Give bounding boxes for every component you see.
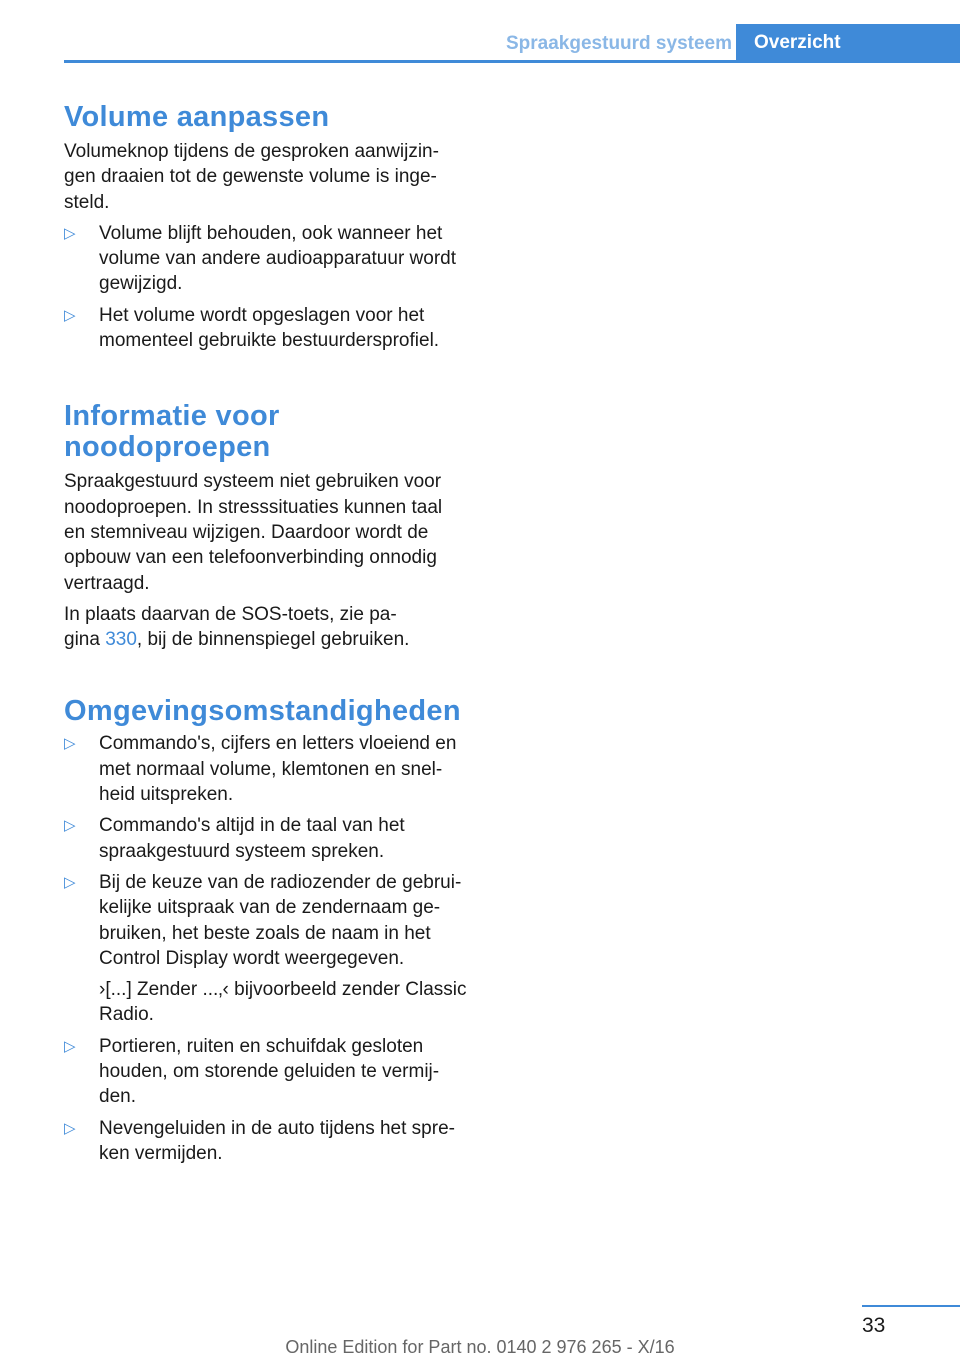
header-tab-overview: Overzicht xyxy=(736,24,960,63)
heading-volume: Volume aanpassen xyxy=(64,101,330,133)
paragraph-line xyxy=(64,627,479,652)
list-item-line: heid uitspreken. xyxy=(99,784,234,806)
text-span: , bij de binnenspiegel gebruiken. xyxy=(136,629,410,651)
bullet-triangle-icon: ▷ xyxy=(64,873,76,891)
emergency-paragraph xyxy=(64,469,479,595)
text-span: gina xyxy=(64,629,106,651)
list-item xyxy=(64,221,479,297)
list-item-line: Commando's altijd in de taal van het xyxy=(99,815,405,837)
heading-line: Informatie voor xyxy=(64,400,280,433)
header-section-title: Spraakgestuurd systeem xyxy=(506,33,732,54)
volume-paragraph xyxy=(64,139,479,215)
heading-emergency xyxy=(64,401,479,463)
list-item-line: Het volume wordt opgeslagen voor het xyxy=(99,304,425,326)
page-content xyxy=(64,102,479,1166)
volume-paragraph-line: gen draaien tot de gewenste volume is inge- xyxy=(64,166,437,188)
list-item-line: kelijke uitspraak van de zendernaam ge- xyxy=(99,897,441,919)
list-item-line: Nevengeluiden in de auto tijdens het spre- xyxy=(99,1117,455,1139)
list-item-line: Control Display wordt weergegeven. xyxy=(99,947,405,969)
footer-edition-text: Online Edition for Part no. 0140 2 976 265 - X/16 xyxy=(285,1337,675,1357)
list-item xyxy=(64,731,479,807)
list-item-example xyxy=(99,977,479,1028)
list-item-line: Portieren, ruiten en schuifdak gesloten xyxy=(99,1035,424,1057)
list-item-line: met normaal volume, klemtonen en snel- xyxy=(99,758,443,780)
paragraph-line: vertraagd. xyxy=(64,572,150,594)
list-item-line: momenteel gebruikte bestuurdersprofiel. xyxy=(99,330,440,352)
list-item-line: ›[...] Zender ...‚‹ bijvoorbeeld zender Classic xyxy=(99,979,467,1001)
list-item xyxy=(64,1116,479,1167)
list-item xyxy=(64,303,479,354)
paragraph-line: en stemniveau wijzigen. Daardoor wordt de xyxy=(64,521,429,543)
bullet-triangle-icon: ▷ xyxy=(64,224,76,242)
bullet-triangle-icon: ▷ xyxy=(64,735,76,753)
footer-rule xyxy=(862,1305,960,1307)
bullet-triangle-icon: ▷ xyxy=(64,1119,76,1137)
list-item-line: Volume blijft behouden, ook wanneer het xyxy=(99,222,443,244)
list-item-line: spraakgestuurd systeem spreken. xyxy=(99,840,385,862)
heading-line: noodoproepen xyxy=(64,431,271,464)
list-item-line: ken vermijden. xyxy=(99,1142,223,1164)
list-item xyxy=(64,1034,479,1110)
list-item-line: gewijzigd. xyxy=(99,273,183,295)
bullet-triangle-icon: ▷ xyxy=(64,306,76,324)
list-item-line: Bij de keuze van de radiozender de gebrui- xyxy=(99,871,462,893)
list-item xyxy=(64,813,479,864)
paragraph-line: noodoproepen. In stresssituaties kunnen taal xyxy=(64,496,443,518)
emergency-sos-paragraph xyxy=(64,602,479,653)
environment-list xyxy=(64,731,479,1166)
paragraph-line: opbouw van een telefoonverbinding onnodig xyxy=(64,547,437,569)
list-item-line: volume van andere audioapparatuur wordt xyxy=(99,248,457,270)
bullet-triangle-icon: ▷ xyxy=(64,817,76,835)
list-item-line: den. xyxy=(99,1086,136,1108)
page-link-330[interactable]: 330 xyxy=(105,629,137,651)
paragraph-line: Spraakgestuurd systeem niet gebruiken voor xyxy=(64,471,442,493)
heading-environment: Omgevingsomstandigheden xyxy=(64,695,461,728)
list-item-line: bruiken, het beste zoals de naam in het xyxy=(99,922,431,944)
list-item-line: Radio. xyxy=(99,1004,154,1026)
page-number: 33 xyxy=(862,1314,886,1337)
volume-list xyxy=(64,221,479,353)
volume-paragraph-line: Volumeknop tijdens de gesproken aanwijzin- xyxy=(64,141,439,162)
list-item-line: Commando's, cijfers en letters vloeiend en xyxy=(99,733,457,755)
volume-paragraph-line: steld. xyxy=(64,191,110,213)
list-item xyxy=(64,870,479,1028)
bullet-triangle-icon: ▷ xyxy=(64,1037,76,1055)
list-item-line: houden, om storende geluiden te vermij- xyxy=(99,1061,440,1083)
paragraph-line: In plaats daarvan de SOS-toets, zie pa- xyxy=(64,603,397,625)
